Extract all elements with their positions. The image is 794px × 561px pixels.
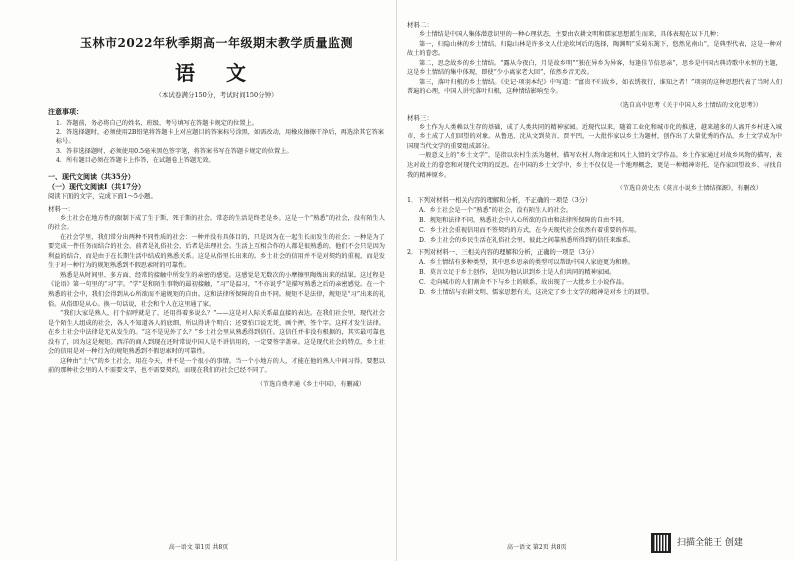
material3-source: （节选自黄史杰《莫言小说乡土情结探源》，有删改） (616, 185, 762, 193)
question-1-option-d: D．乡土社会的乡民生活在礼俗社会里，彼此之间靠熟悉所得到的信任来维系。 (419, 237, 635, 245)
subsection-title: （一）现代文阅读Ⅰ（共17分） (48, 182, 146, 192)
question-2: 2．下列对材料一、三相关内容的理解和分析，正确的一项是（3分） (407, 249, 598, 257)
paragraph: 一般意义上的“乡土文学”，是指以农村生活为题材，描写农村人物命运和风土人情的文学作品。乡土作家通过对故乡风物的描写，表达对故土的眷恋和对现代文明的反思。在中国的乡土文学中，乡土不仅仅是一个地理概念，更是一种精神寄托，是作家回望故乡、寻找自我的精神原乡。 (407, 152, 782, 179)
exam-title: 玉林市2022年秋季期高一年级期末教学质量监测 (80, 36, 353, 50)
paragraph: 这种由“土气”的乡土社会，用在今天，并不是一个很小的事情。当一个小地方的人，才能在他的熟人中间习得，要想以前的那种社会里的人不需要文字，也不需要契约，而现在我们的社会已经不同了。 (48, 357, 385, 375)
source-citation: （节选自费孝通《乡土中国》，有删减） (256, 380, 365, 388)
note-item-2: 2．答选择题时，必须使用2B铅笔将答题卡上对应题目的答案标号涂黑，如需改动，用橡皮擦擦干净后，再选涂其它答案标号。 (56, 129, 384, 146)
paragraph: 第二，思念故乡的乡土情结。“露从今夜白，月是故乡明”“独在异乡为异客，每逢佳节倍思亲”，思乡是中国古典诗歌中永恒的主题，这是乡土情结的集中体现，即使“少小离家老大回”，依然乡音无改。 (407, 59, 782, 77)
note-item-4: 4．所有题目必须在答题卡上作答，在试题卷上答题无效。 (56, 156, 215, 164)
question-1: 1．下列对材料一相关内容的理解和分析，不正确的一项是（3分） (407, 197, 592, 205)
paragraph: 乡土社会在地方性的限制下成了生于斯、死于斯的社会。常态的生活是终老是乡。这是一个“熟悉”的社会，没有陌生人的社会。 (48, 214, 385, 232)
question-1-option-c: C．乡土社会重视信用而不签契约的方式，在今天现代社会依然有着重要的作用。 (419, 227, 641, 235)
note-item-1: 1．答题前，务必将自己的姓名、班级、考号填写在答题卡规定的位置上。 (56, 120, 258, 127)
paragraph: 乡土作为人类赖以生存的基础，成了人类共同的精神家园。近现代以来，随着工业化和城市化的推进，越来越多的人离开乡村进入城市，乡土成了人们回望的对象。从鲁迅、沈从文到莫言、贾平凹，一大批作家以乡土为题材，创作出了大量优秀的作品，乡土文学成为中国现当代文学的重要组成部分。 (407, 123, 782, 150)
paragraph: “我们大家是熟人，打个招呼就是了，还用得着多说么？”——这是对人际关系最直接的表达。在我们社会里，现代社会是个陌生人组成的社会，各人不知道各人的底细，所以得讲个明白；还要怕口说无凭，画个押，签个字。这样才发生法律。在乡土社会中法律是无从发生的。“这不是见外了么？”乡土社会里从熟悉得到信任。这信任并非没有根据的，其实最可靠也没有了，因为这是规矩。西洋的商人到现在还时常说中国人是不讲信用的，一定要签字盖章。这是现代社会的特点，乡土社会的信用是对一种行为的规矩熟悉到不假思索时的可靠性。 (48, 310, 385, 356)
material-label: 材料一： (48, 204, 74, 213)
reading-intro: 阅读下面的文字，完成下面1～5小题。 (48, 193, 157, 201)
question-2-option-c: C．走向城市的人们割舍不下与乡土的联系，故出现了一大批乡土小说作品。 (419, 279, 628, 287)
paragraph: 在社会学里，我们常分出两种不同性质的社会：一种并没有具体目的，只是因为在一起生长而发生的社会；一种是为了要完成一件任务而结合的社会。前者是礼俗社会，后者是法理社会。生活上互相合作的人都是很熟悉的，他们不会只是因为利益的结合，而是由于在长期生活中结成的熟悉关系。这是从俗里长出来的。乡土社会的信用并不是对契约的重视，而是发生于对一种行为的规矩熟悉到不假思索时的可靠性。 (48, 233, 385, 270)
material3-label: 材料三： (407, 113, 433, 122)
note-item-3: 3．答非选择题时，必须使用0.5毫米黑色签字笔，将答案书写在答题卡规定的位置上。 (56, 147, 293, 155)
subject-title: 语 文 (175, 61, 258, 85)
notes-title: 注意事项： (48, 107, 83, 116)
page-footer: 高一语文 第2页 共8页 (507, 544, 567, 551)
material2-label: 材料二： (407, 21, 433, 29)
question-1-option-b: B．规矩和法律不同，熟悉社会中人心所欲的自由和法律所保障的自由不同。 (419, 217, 628, 225)
question-1-option-a: A．乡土社会是一个“熟悉”的社会，没有陌生人的社会。 (419, 207, 573, 215)
paragraph: 乡土情结是中国人集体潜意识里的一种心理状态，主要由农耕文明和儒家思想派生而来，具体表现在以下几种： (419, 31, 723, 38)
paragraph: 第三，落叶归根的乡土情结。《史记·项羽本纪》中写道：“富贵不归故乡，如衣绣夜行，谁知之者！”项羽的这种思想代表了当时人们普遍的心理，中国人讲究落叶归根，这种情结影响至今。 (407, 78, 782, 96)
qr-code-icon (651, 533, 671, 553)
section-title: 一、现代文阅读（共35分） (48, 172, 135, 182)
page-footer: 高一语文 第1页 共8页 (168, 544, 229, 551)
question-2-option-d: D．乡土情结与农耕文明、儒家思想有关，这决定了乡土文学的精神是对乡土的回望。 (419, 289, 653, 297)
question-2-option-a: A．乡土情结有多种类型，其中思乡思亲的类型可以帮助中国人家庭更为和睦。 (419, 259, 634, 267)
paragraph: 熟悉是从时间里、多方面、经常的接触中所发生的亲密的感觉。这感觉是无数次的小摩擦里陶炼出来的结果。这过程是《论语》第一句里的“习”字。“学”是和陌生事物的最初接触，“习”是温习，“不亦说乎”是描写熟悉之后的亲密感觉。在一个熟悉的社会中，我们会得到从心所欲而不逾规矩的自由。这和法律所保障的自由不同。规矩不是法律，规矩是“习”出来的礼俗。从俗即是从心。换一句话说，社会和个人在这里通了家。 (48, 271, 385, 308)
score-note: （本试卷满分150分，考试时间150分钟） (155, 91, 278, 99)
paragraph: 第一，归隐山林的乡土情结。归隐山林是许多文人仕途坎坷后的选择，陶渊明“采菊东篱下，悠然见南山”，是典型代表，这是一种对故土的眷恋。 (407, 40, 782, 58)
exam-page-right (397, 0, 794, 561)
material2-source: （选自高中思考《关于中国人乡土情结的文化思考》） (616, 101, 762, 109)
question-2-option-b: B．莫言立足于乡土创作，是因为他认识到乡土是人们共同的精神家园。 (419, 269, 616, 277)
scanner-watermark: 扫描全能王 创建 (677, 538, 743, 548)
